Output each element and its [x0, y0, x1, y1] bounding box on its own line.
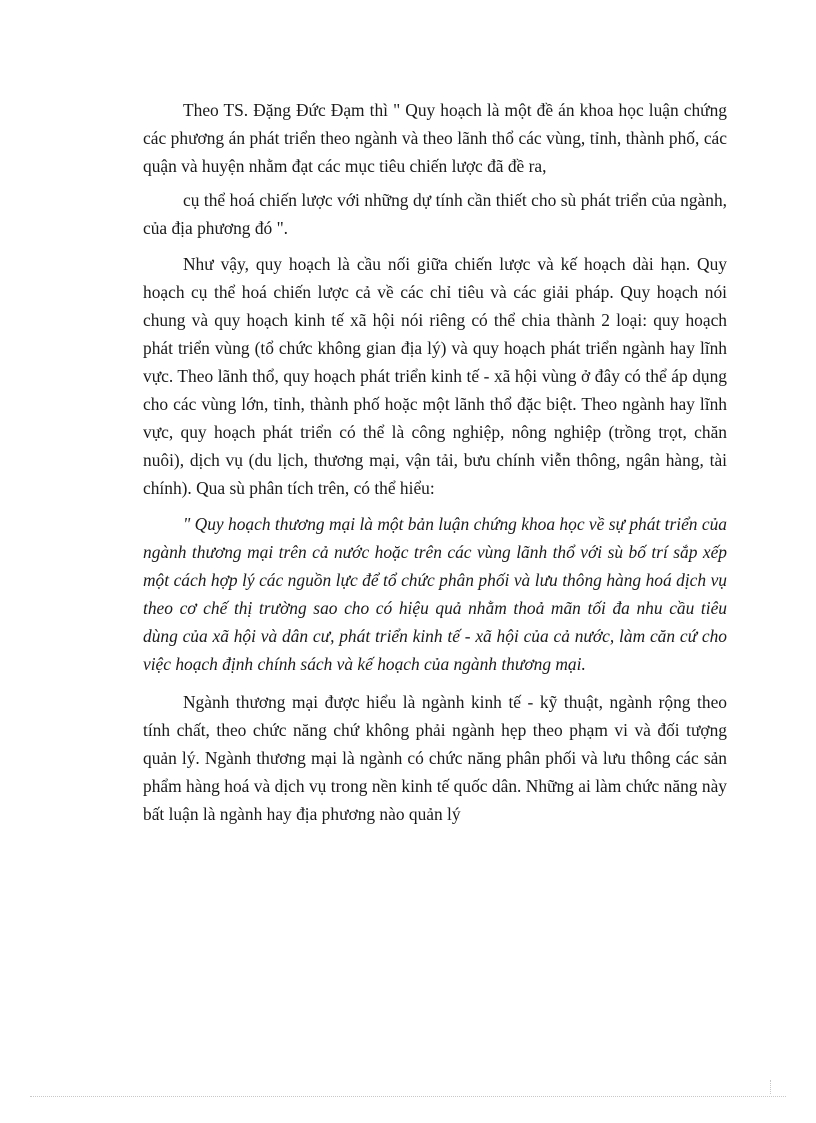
page-bottom-divider [30, 1096, 786, 1097]
page-corner-mark [770, 1080, 772, 1094]
paragraph-trade-sector: Ngành thương mại được hiểu là ngành kinh tế - kỹ thuật, ngành rộng theo tính chất, theo chức năng chứ không phải ngành hẹp theo phạm vi và đối tượng quản lý. Ngành thương mại là ngành có chức năng phân phối và lưu thông các sản phẩm hàng hoá và dịch vụ trong nền kinh tế quốc dân. Những ai làm chức năng này bất luận là ngành hay địa phương nào quản lý [143, 692, 727, 824]
document-body [143, 96, 727, 828]
paragraph-definition-continuation: cụ thể hoá chiến lược với những dự tính cần thiết cho sù phát triển của ngành, của địa phương đó ". [143, 190, 727, 238]
paragraph-planning-explanation: Như vậy, quy hoạch là cầu nối giữa chiến lược và kế hoạch dài hạn. Quy hoạch cụ thể hoá chiến lược cả về các chỉ tiêu và các giải pháp. Quy hoạch nói chung và quy hoạch kinh tế xã hội nói riêng có thể chia thành 2 loại: quy hoạch phát triển vùng (tổ chức không gian địa lý) và quy hoạch phát triển ngành hay lĩnh vực. Theo lãnh thổ, quy hoạch phát triển kinh tế - xã hội vùng ở đây có thể áp dụng cho các vùng lớn, tỉnh, thành phố hoặc một lãnh thổ đặc biệt. Theo ngành hay lĩnh vực, quy hoạch phát triển có thể là công nghiệp, nông nghiệp (trồng trọt, chăn nuôi), dịch vụ (du lịch, thương mại, vận tải, bưu chính viễn thông, ngân hàng, tài chính). Qua sù phân tích trên, có thể hiểu: [143, 254, 727, 498]
paragraph-trade-planning-quote: " Quy hoạch thương mại là một bản luận chứng khoa học về sự phát triển của ngành thương mại trên cả nước hoặc trên các vùng lãnh thổ với sù bố trí sắp xếp một cách hợp lý các nguồn lực để tổ chức phân phối và lưu thông hàng hoá dịch vụ theo cơ chế thị trường sao cho có hiệu quả nhằm thoả mãn tối đa nhu cầu tiêu dùng của xã hội và dân cư, phát triển kinh tế - xã hội của cả nước, làm căn cứ cho việc hoạch định chính sách và kế hoạch của ngành thương mại. [143, 514, 727, 674]
paragraph-definition-intro: Theo TS. Đặng Đức Đạm thì " Quy hoạch là một đề án khoa học luận chứng các phương án phát triển theo ngành và theo lãnh thổ các vùng, tỉnh, thành phố, các quận và huyện nhằm đạt các mục tiêu chiến lược đã đề ra, [143, 100, 727, 176]
